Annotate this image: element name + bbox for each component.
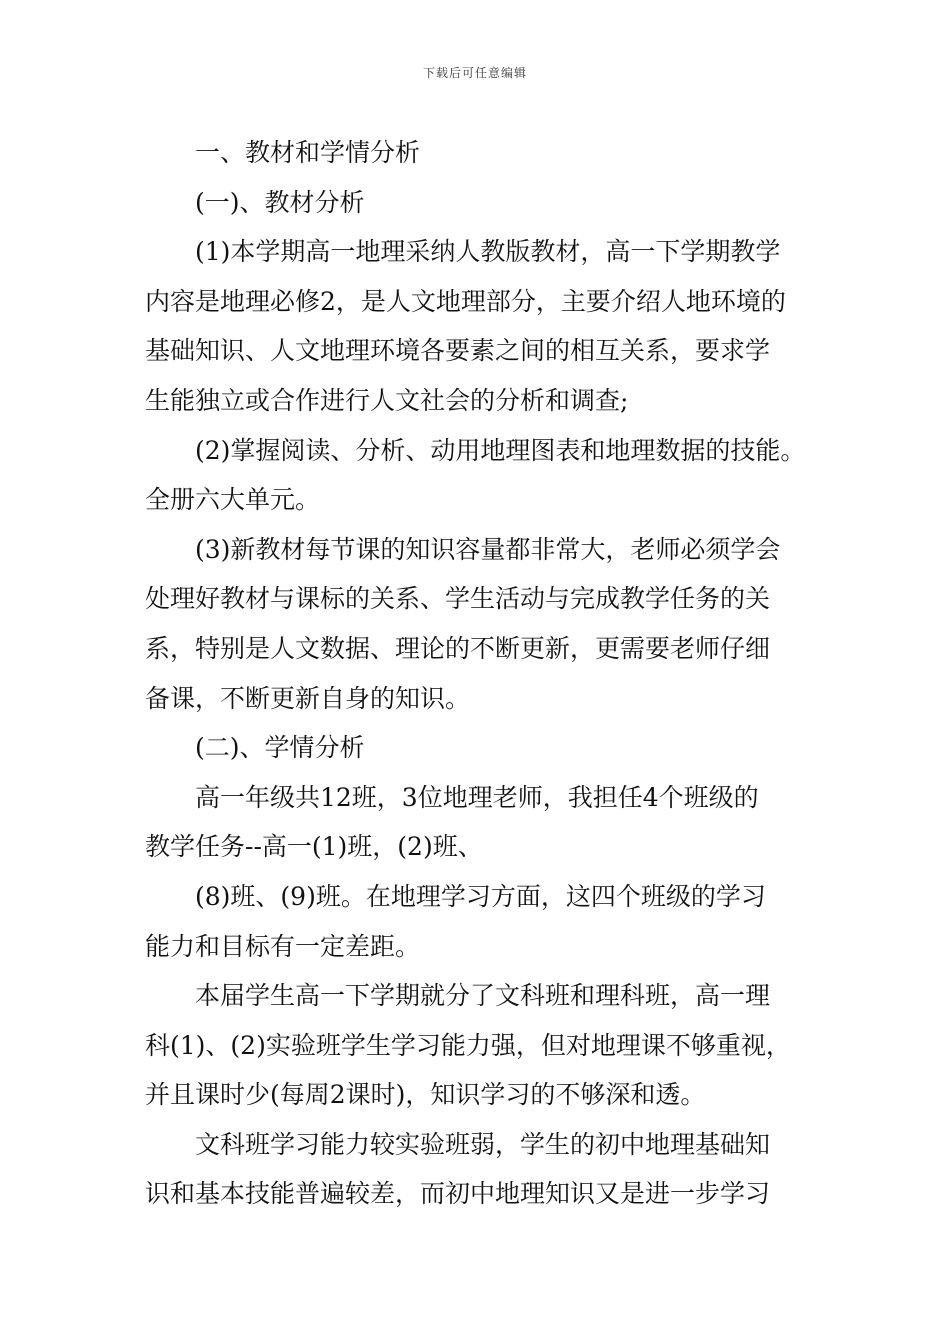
paragraph <box>145 426 815 525</box>
text-line: (二)、学情分析 <box>195 733 365 763</box>
text-line: (8)班、(9)班。在地理学习方面，这四个班级的学习 <box>195 881 766 911</box>
document-body <box>145 128 815 1219</box>
text-line: 基础知识、人文地理环境各要素之间的相互关系，要求学 <box>145 336 771 366</box>
text-line: 一、教材和学情分析 <box>195 138 421 167</box>
text-line: 教学任务--高一(1)班，(2)班、 <box>145 832 483 862</box>
text-line: 高一年级共12班，3位地理老师，我担任4个班级的 <box>195 782 759 812</box>
text-line: 本届学生高一下学期就分了文科班和理科班，高一理 <box>195 981 771 1011</box>
text-line: 全册六大单元。 <box>145 485 321 515</box>
text-line: 并且课时少(每周2课时)，知识学习的不够深和透。 <box>145 1080 706 1110</box>
text-line: 识和基本技能普遍较差，而初中地理知识又是进一步学习 <box>145 1179 771 1209</box>
page-header: 下载后可任意编辑 <box>422 66 527 80</box>
text-line: (一)、教材分析 <box>195 187 365 217</box>
paragraph <box>145 525 815 723</box>
text-line: 系，特别是人文数据、理论的不断更新，更需要老师仔细 <box>145 633 771 663</box>
text-line: (2)掌握阅读、分析、动用地理图表和地理数据的技能。 <box>195 435 806 465</box>
text-line: 科(1)、(2)实验班学生学习能力强，但对地理课不够重视， <box>145 1030 791 1060</box>
text-line: 内容是地理必修2，是人文地理部分，主要介绍人地环境的 <box>145 286 786 316</box>
text-line: (3)新教材每节课的知识容量都非常大，老师必须学会 <box>195 534 781 564</box>
paragraph <box>145 773 815 872</box>
paragraph <box>145 1120 815 1219</box>
paragraph <box>145 971 815 1120</box>
text-line: 文科班学习能力较实验班弱，学生的初中地理基础知 <box>195 1129 771 1159</box>
text-line: 生能独立或合作进行人文社会的分析和调查; <box>145 385 629 415</box>
paragraph <box>145 227 815 425</box>
subsection-heading <box>145 723 815 773</box>
text-line: 处理好教材与课标的关系、学生活动与完成教学任务的关 <box>145 584 771 614</box>
paragraph <box>145 872 815 971</box>
text-line: 能力和目标有一定差距。 <box>145 931 421 961</box>
section-heading <box>145 128 815 178</box>
text-line: 备课，不断更新自身的知识。 <box>145 683 471 713</box>
subsection-heading <box>145 178 815 228</box>
text-line: (1)本学期高一地理采纳人教版教材，高一下学期教学 <box>195 237 781 267</box>
